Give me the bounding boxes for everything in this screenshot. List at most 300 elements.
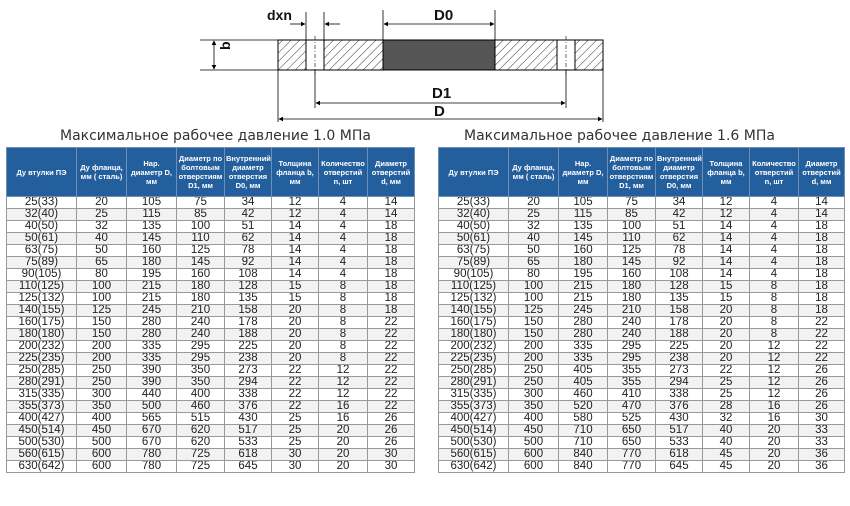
table-cell: 62 xyxy=(656,233,703,245)
table-cell: 140(155) xyxy=(439,305,509,317)
table-cell: 600 xyxy=(509,449,559,461)
table-cell: 22 xyxy=(703,365,750,377)
table-cell: 4 xyxy=(750,197,799,209)
table-cell: 180 xyxy=(559,257,608,269)
table-cell: 450(514) xyxy=(439,425,509,437)
table-cell: 22 xyxy=(368,377,415,389)
col-header-hole-count: Количество отверстий n, шт xyxy=(750,148,799,197)
table-row xyxy=(439,197,845,209)
table-cell: 80 xyxy=(509,269,559,281)
table-cell: 600 xyxy=(509,461,559,473)
table-cell: 18 xyxy=(799,269,845,281)
table-cell: 4 xyxy=(319,257,368,269)
table-row xyxy=(7,197,415,209)
table-row xyxy=(439,257,845,269)
flange-diagram xyxy=(0,0,850,122)
col-header-hole-diameter: Диаметр отверстий d, мм xyxy=(799,148,845,197)
table-cell: 4 xyxy=(750,245,799,257)
table-cell: 20 xyxy=(319,425,368,437)
label-d0: D0 xyxy=(434,7,454,24)
table-cell: 110(125) xyxy=(439,281,509,293)
table-cell: 670 xyxy=(127,437,177,449)
table-cell: 300 xyxy=(77,389,127,401)
table-cell: 30 xyxy=(799,413,845,425)
table-cell: 25(33) xyxy=(439,197,509,209)
table-cell: 300 xyxy=(509,389,559,401)
table-cell: 62 xyxy=(225,233,272,245)
table-cell: 400(427) xyxy=(439,413,509,425)
table-cell: 145 xyxy=(127,233,177,245)
table-cell: 180 xyxy=(608,281,656,293)
table-row xyxy=(7,245,415,257)
table-cell: 4 xyxy=(750,269,799,281)
table-cell: 105 xyxy=(559,197,608,209)
table-cell: 620 xyxy=(177,425,225,437)
table-cell: 8 xyxy=(750,293,799,305)
table-cell: 225 xyxy=(225,341,272,353)
table-cell: 33 xyxy=(799,437,845,449)
table-cell: 20 xyxy=(272,317,319,329)
table-cell: 618 xyxy=(225,449,272,461)
table-cell: 22 xyxy=(368,329,415,341)
table-cell: 460 xyxy=(559,389,608,401)
table-cell: 160 xyxy=(177,269,225,281)
table-cell: 65 xyxy=(509,257,559,269)
table-cell: 14 xyxy=(799,197,845,209)
table-cell: 245 xyxy=(127,305,177,317)
table-cell: 20 xyxy=(319,449,368,461)
table-row xyxy=(439,245,845,257)
table-cell: 315(335) xyxy=(439,389,509,401)
table-cell: 225(235) xyxy=(7,353,77,365)
table-cell: 376 xyxy=(225,401,272,413)
table-cell: 34 xyxy=(225,197,272,209)
table-cell: 25 xyxy=(703,389,750,401)
table-cell: 125 xyxy=(177,245,225,257)
table-cell: 8 xyxy=(319,329,368,341)
table-cell: 32 xyxy=(509,221,559,233)
table-cell: 100 xyxy=(77,293,127,305)
table-cell: 75 xyxy=(177,197,225,209)
col-header-hole-count: Количество отверстий n, шт xyxy=(319,148,368,197)
table-cell: 28 xyxy=(703,401,750,413)
table-cell: 22 xyxy=(799,317,845,329)
table-cell: 500 xyxy=(77,437,127,449)
table-row xyxy=(439,209,845,221)
label-d1: D1 xyxy=(432,85,452,102)
table-cell: 517 xyxy=(225,425,272,437)
table-cell: 215 xyxy=(127,293,177,305)
table-cell: 315(335) xyxy=(7,389,77,401)
table-cell: 14 xyxy=(703,269,750,281)
table-cell: 14 xyxy=(272,269,319,281)
table-row xyxy=(439,425,845,437)
table-cell: 18 xyxy=(799,245,845,257)
table-cell: 560(615) xyxy=(7,449,77,461)
table-cell: 158 xyxy=(225,305,272,317)
table-cell: 20 xyxy=(319,461,368,473)
table-cell: 80 xyxy=(77,269,127,281)
table-cell: 215 xyxy=(559,293,608,305)
table-cell: 4 xyxy=(319,245,368,257)
table-cell: 33 xyxy=(799,425,845,437)
table-cell: 440 xyxy=(127,389,177,401)
table-row xyxy=(439,269,845,281)
table-cell: 25 xyxy=(272,437,319,449)
table-row xyxy=(7,353,415,365)
table-cell: 450(514) xyxy=(7,425,77,437)
table-cell: 26 xyxy=(799,401,845,413)
table-row xyxy=(439,317,845,329)
table-cell: 63(75) xyxy=(7,245,77,257)
table-row xyxy=(7,377,415,389)
table-cell: 22 xyxy=(799,329,845,341)
table-cell: 22 xyxy=(368,401,415,413)
table-cell: 18 xyxy=(368,281,415,293)
table-row xyxy=(7,221,415,233)
table-cell: 4 xyxy=(750,257,799,269)
table-body xyxy=(7,197,415,473)
table-cell: 20 xyxy=(272,329,319,341)
table-row xyxy=(439,221,845,233)
table-cell: 12 xyxy=(703,197,750,209)
table-cell: 770 xyxy=(608,461,656,473)
table-cell: 533 xyxy=(225,437,272,449)
table-cell: 294 xyxy=(656,377,703,389)
table-cell: 18 xyxy=(368,221,415,233)
table-cell: 40 xyxy=(77,233,127,245)
table-row xyxy=(7,257,415,269)
table-cell: 115 xyxy=(127,209,177,221)
table-cell: 22 xyxy=(368,389,415,401)
table-cell: 280 xyxy=(559,329,608,341)
table-cell: 180 xyxy=(127,257,177,269)
table-cell: 85 xyxy=(177,209,225,221)
table-cell: 22 xyxy=(368,341,415,353)
table-cell: 250 xyxy=(77,377,127,389)
table-cell: 14 xyxy=(703,245,750,257)
table-cell: 75 xyxy=(608,197,656,209)
table-cell: 180 xyxy=(177,293,225,305)
table-cell: 160 xyxy=(608,269,656,281)
table-cell: 92 xyxy=(225,257,272,269)
table-row xyxy=(7,317,415,329)
table-cell: 410 xyxy=(608,389,656,401)
table-cell: 18 xyxy=(368,305,415,317)
table-cell: 125(132) xyxy=(439,293,509,305)
table-cell: 22 xyxy=(272,401,319,413)
table-cell: 158 xyxy=(656,305,703,317)
table-cell: 40 xyxy=(509,233,559,245)
table-cell: 20 xyxy=(750,437,799,449)
table-cell: 18 xyxy=(368,293,415,305)
table-row xyxy=(439,377,845,389)
table-cell: 100 xyxy=(509,293,559,305)
table-cell: 780 xyxy=(127,461,177,473)
table-cell: 20 xyxy=(703,341,750,353)
table-row xyxy=(7,461,415,473)
table-cell: 215 xyxy=(127,281,177,293)
table-cell: 390 xyxy=(127,365,177,377)
table-cell: 178 xyxy=(656,317,703,329)
table-cell: 295 xyxy=(177,353,225,365)
flange-table-1-6mpa xyxy=(438,147,845,473)
table-cell: 26 xyxy=(799,365,845,377)
table-cell: 200 xyxy=(77,341,127,353)
table-cell: 12 xyxy=(319,365,368,377)
table-cell: 12 xyxy=(750,365,799,377)
table-cell: 225(235) xyxy=(439,353,509,365)
table-cell: 22 xyxy=(272,389,319,401)
table-cell: 18 xyxy=(799,257,845,269)
table-cell: 12 xyxy=(319,377,368,389)
table-cell: 580 xyxy=(559,413,608,425)
table-cell: 4 xyxy=(319,221,368,233)
table-cell: 460 xyxy=(177,401,225,413)
table-cell: 18 xyxy=(799,221,845,233)
table-cell: 180(180) xyxy=(7,329,77,341)
table-cell: 14 xyxy=(272,245,319,257)
table-cell: 145 xyxy=(608,257,656,269)
table-cell: 22 xyxy=(272,377,319,389)
table-cell: 8 xyxy=(750,281,799,293)
table-cell: 4 xyxy=(319,197,368,209)
table-cell: 250 xyxy=(509,365,559,377)
table-cell: 8 xyxy=(319,317,368,329)
table-cell: 630(642) xyxy=(7,461,77,473)
table-cell: 200 xyxy=(77,353,127,365)
flange-table-1-0mpa xyxy=(6,147,415,473)
table-cell: 840 xyxy=(559,449,608,461)
table-row xyxy=(439,293,845,305)
flange-body xyxy=(278,36,603,74)
table-cell: 355 xyxy=(608,365,656,377)
table-cell: 110(125) xyxy=(7,281,77,293)
table-caption-1-6mpa: Максимальное рабочее давление 1.6 МПа xyxy=(464,128,775,144)
table-cell: 20 xyxy=(703,317,750,329)
col-header-bolt-circle: Диаметр по болтовым отверстиям D1, мм xyxy=(177,148,225,197)
table-cell: 335 xyxy=(127,353,177,365)
table-row xyxy=(439,233,845,245)
table-cell: 14 xyxy=(272,257,319,269)
table-cell: 14 xyxy=(368,197,415,209)
table-cell: 22 xyxy=(368,353,415,365)
table-cell: 355(373) xyxy=(439,401,509,413)
table-cell: 500(530) xyxy=(439,437,509,449)
table-row xyxy=(439,305,845,317)
table-cell: 200 xyxy=(509,353,559,365)
table-cell: 78 xyxy=(656,245,703,257)
table-cell: 25 xyxy=(509,209,559,221)
table-row xyxy=(7,401,415,413)
col-header-hole-diameter: Диаметр отверстий d, мм xyxy=(368,148,415,197)
table-cell: 15 xyxy=(272,293,319,305)
col-header-outer-diameter: Нар. диаметр D, мм xyxy=(127,148,177,197)
table-cell: 20 xyxy=(272,305,319,317)
table-cell: 20 xyxy=(272,353,319,365)
table-cell: 20 xyxy=(750,461,799,473)
table-cell: 840 xyxy=(559,461,608,473)
table-cell: 210 xyxy=(177,305,225,317)
table-row xyxy=(7,329,415,341)
table-cell: 40(50) xyxy=(7,221,77,233)
table-cell: 12 xyxy=(272,197,319,209)
table-cell: 225 xyxy=(656,341,703,353)
table-cell: 26 xyxy=(368,437,415,449)
table-cell: 618 xyxy=(656,449,703,461)
table-cell: 405 xyxy=(559,365,608,377)
table-cell: 210 xyxy=(608,305,656,317)
table-cell: 12 xyxy=(750,353,799,365)
table-cell: 160 xyxy=(127,245,177,257)
table-cell: 645 xyxy=(225,461,272,473)
table-cell: 4 xyxy=(750,209,799,221)
table-cell: 350 xyxy=(177,377,225,389)
table-cell: 128 xyxy=(225,281,272,293)
table-cell: 50 xyxy=(509,245,559,257)
table-cell: 12 xyxy=(750,377,799,389)
table-cell: 295 xyxy=(608,353,656,365)
table-cell: 195 xyxy=(127,269,177,281)
col-header-pe-sleeve: Ду втулки ПЭ xyxy=(7,148,77,197)
table-cell: 32 xyxy=(703,413,750,425)
col-header-flange-dn: Ду фланца, мм ( сталь) xyxy=(509,148,559,197)
table-cell: 115 xyxy=(559,209,608,221)
table-cell: 22 xyxy=(368,365,415,377)
table-cell: 188 xyxy=(656,329,703,341)
table-body xyxy=(439,197,845,473)
table-cell: 40 xyxy=(703,425,750,437)
col-header-flange-dn: Ду фланца, мм ( сталь) xyxy=(77,148,127,197)
table-cell: 110 xyxy=(608,233,656,245)
table-cell: 145 xyxy=(559,233,608,245)
table-cell: 36 xyxy=(799,461,845,473)
table-cell: 280 xyxy=(127,329,177,341)
table-cell: 18 xyxy=(368,257,415,269)
table-cell: 188 xyxy=(225,329,272,341)
table-cell: 25 xyxy=(77,209,127,221)
table-cell: 42 xyxy=(656,209,703,221)
table-cell: 105 xyxy=(127,197,177,209)
table-cell: 195 xyxy=(559,269,608,281)
table-cell: 26 xyxy=(368,413,415,425)
table-cell: 240 xyxy=(177,329,225,341)
table-cell: 32(40) xyxy=(7,209,77,221)
table-cell: 525 xyxy=(608,413,656,425)
table-cell: 355(373) xyxy=(7,401,77,413)
table-cell: 20 xyxy=(77,197,127,209)
table-cell: 400 xyxy=(177,389,225,401)
table-cell: 22 xyxy=(272,365,319,377)
table-cell: 560(615) xyxy=(439,449,509,461)
table-cell: 160(175) xyxy=(7,317,77,329)
table-cell: 178 xyxy=(225,317,272,329)
table-cell: 500 xyxy=(127,401,177,413)
table-cell: 100 xyxy=(177,221,225,233)
table-cell: 200(232) xyxy=(439,341,509,353)
table-cell: 650 xyxy=(608,425,656,437)
table-cell: 100 xyxy=(509,281,559,293)
table-cell: 34 xyxy=(656,197,703,209)
col-header-inner-diameter: Внутренний диаметр отверстия D0, мм xyxy=(656,148,703,197)
table-cell: 125(132) xyxy=(7,293,77,305)
table-cell: 280 xyxy=(559,317,608,329)
table-cell: 12 xyxy=(319,389,368,401)
table-row xyxy=(439,341,845,353)
table-cell: 245 xyxy=(559,305,608,317)
table-cell: 20 xyxy=(509,197,559,209)
table-cell: 14 xyxy=(703,257,750,269)
table-row xyxy=(439,353,845,365)
table-cell: 75(89) xyxy=(7,257,77,269)
table-cell: 25 xyxy=(703,377,750,389)
table-cell: 294 xyxy=(225,377,272,389)
table-cell: 338 xyxy=(225,389,272,401)
table-cell: 18 xyxy=(799,233,845,245)
table-cell: 25(33) xyxy=(7,197,77,209)
table-row xyxy=(7,269,415,281)
table-cell: 32(40) xyxy=(439,209,509,221)
table-cell: 520 xyxy=(559,401,608,413)
table-cell: 150 xyxy=(77,317,127,329)
table-cell: 565 xyxy=(127,413,177,425)
table-cell: 20 xyxy=(750,449,799,461)
table-cell: 400 xyxy=(509,413,559,425)
table-cell: 45 xyxy=(703,461,750,473)
table-cell: 400 xyxy=(77,413,127,425)
table-cell: 160(175) xyxy=(439,317,509,329)
table-cell: 12 xyxy=(272,209,319,221)
label-b: b xyxy=(217,41,233,50)
table-cell: 85 xyxy=(608,209,656,221)
table-cell: 430 xyxy=(656,413,703,425)
table-cell: 450 xyxy=(509,425,559,437)
table-cell: 180 xyxy=(608,293,656,305)
table-cell: 376 xyxy=(656,401,703,413)
table-caption-1-0mpa: Максимальное рабочее давление 1.0 МПа xyxy=(60,128,371,144)
table-row xyxy=(7,413,415,425)
table-cell: 725 xyxy=(177,461,225,473)
table-cell: 515 xyxy=(177,413,225,425)
table-cell: 273 xyxy=(656,365,703,377)
table-cell: 180 xyxy=(177,281,225,293)
table-cell: 78 xyxy=(225,245,272,257)
table-row xyxy=(7,305,415,317)
table-row xyxy=(439,281,845,293)
table-cell: 770 xyxy=(608,449,656,461)
table-cell: 8 xyxy=(319,305,368,317)
table-cell: 32 xyxy=(77,221,127,233)
table-cell: 338 xyxy=(656,389,703,401)
table-cell: 20 xyxy=(703,305,750,317)
table-cell: 30 xyxy=(272,449,319,461)
table-cell: 135 xyxy=(656,293,703,305)
table-cell: 8 xyxy=(319,293,368,305)
table-cell: 8 xyxy=(319,341,368,353)
table-cell: 125 xyxy=(509,305,559,317)
table-cell: 100 xyxy=(77,281,127,293)
table-cell: 240 xyxy=(177,317,225,329)
table-cell: 40 xyxy=(703,437,750,449)
table-cell: 215 xyxy=(559,281,608,293)
table-cell: 4 xyxy=(319,233,368,245)
table-cell: 250 xyxy=(509,377,559,389)
col-header-thickness: Толщина фланца b, мм xyxy=(272,148,319,197)
table-cell: 110 xyxy=(177,233,225,245)
table-cell: 30 xyxy=(368,461,415,473)
table-cell: 335 xyxy=(559,341,608,353)
table-cell: 125 xyxy=(77,305,127,317)
